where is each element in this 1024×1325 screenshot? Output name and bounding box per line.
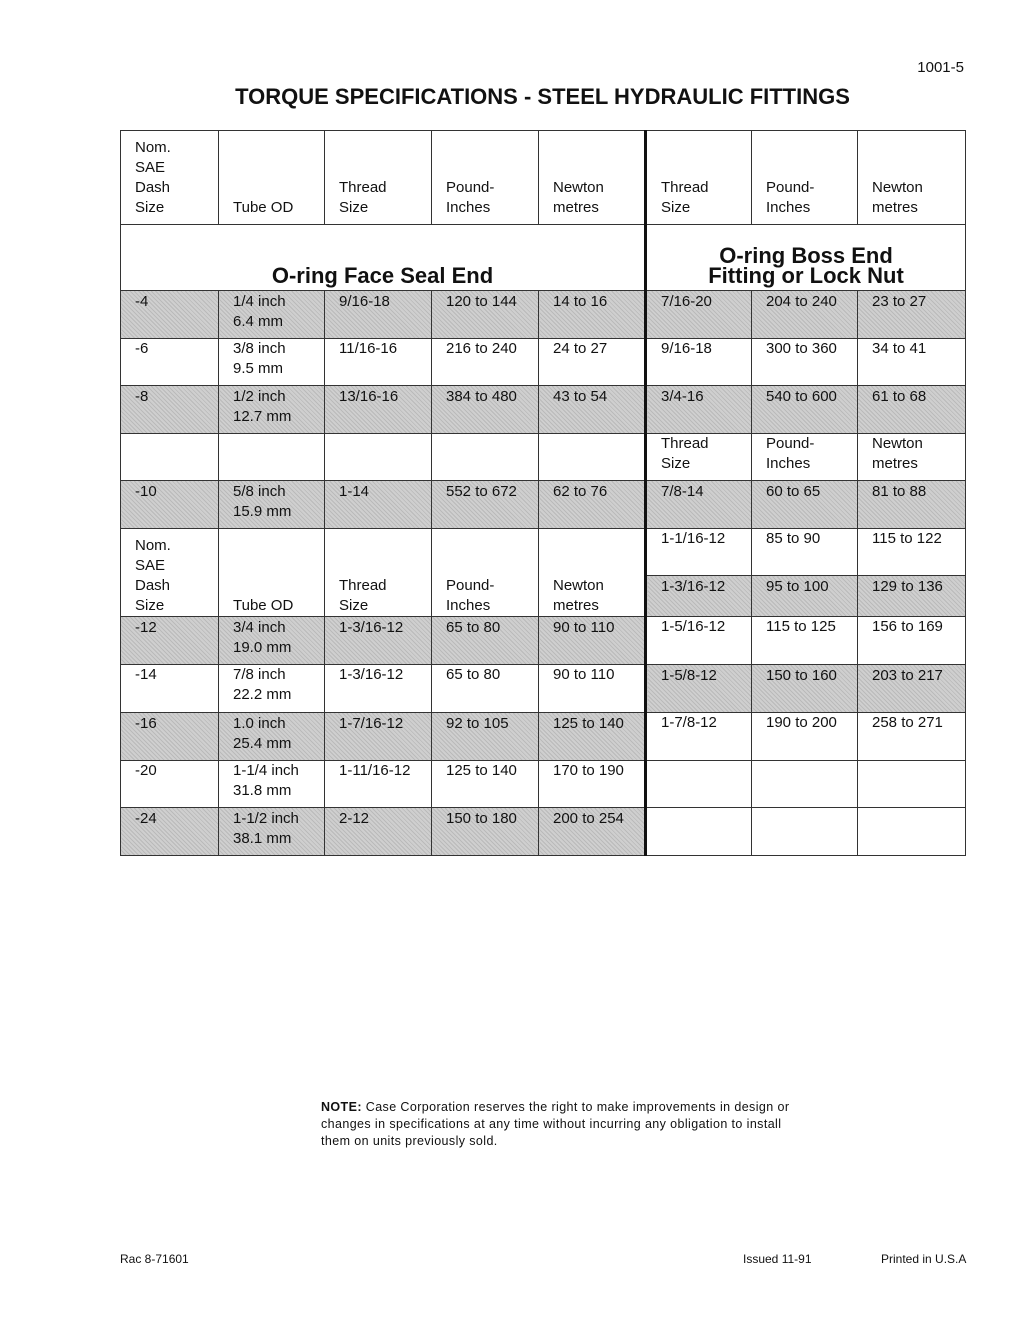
thread-size-cell: 2-12 — [325, 808, 432, 856]
boss-newton-metres-cell: 129 to 136 — [858, 576, 966, 617]
header-tube-od: Tube OD — [219, 131, 325, 225]
boss-thread-size-cell: 1-1/16-12 — [646, 529, 752, 576]
note-label: NOTE: — [321, 1100, 362, 1114]
tube-od-cell: 1-1/2 inch 38.1 mm — [219, 808, 325, 856]
empty-cell — [752, 761, 858, 808]
boss-thread-size-cell: 3/4-16 — [646, 386, 752, 434]
dash-size-cell: -12 — [121, 617, 219, 665]
footer-printed: Printed in U.S.A — [881, 1252, 967, 1266]
midheader-tube-od: Tube OD — [219, 529, 325, 617]
empty-cell — [646, 761, 752, 808]
midheader-thread-size: Thread Size — [325, 529, 432, 617]
newton-metres-cell: 90 to 110 — [539, 665, 646, 713]
empty-cell — [219, 434, 325, 481]
pound-inches-cell: 65 to 80 — [432, 617, 539, 665]
header-thread-size: Thread Size — [325, 131, 432, 225]
thread-size-cell: 1-3/16-12 — [325, 617, 432, 665]
boss-thread-size-cell: 9/16-18 — [646, 339, 752, 386]
tube-od-cell: 1-1/4 inch 31.8 mm — [219, 761, 325, 808]
newton-metres-cell: 200 to 254 — [539, 808, 646, 856]
boss-newton-metres-cell: 115 to 122 — [858, 529, 966, 576]
column-header-row — [121, 131, 966, 225]
thread-size-cell: 1-7/16-12 — [325, 713, 432, 761]
table-row — [121, 481, 966, 529]
face-seal-section-title: O-ring Face Seal End — [121, 225, 646, 291]
boss-newton-metres-cell: 156 to 169 — [858, 617, 966, 665]
boss-pound-inches-cell: 300 to 360 — [752, 339, 858, 386]
note-paragraph — [321, 1099, 811, 1150]
boss-newton-metres-cell: 34 to 41 — [858, 339, 966, 386]
thread-size-cell: 11/16-16 — [325, 339, 432, 386]
midheader-pound-inches: Pound- Inches — [432, 529, 539, 617]
boss-pound-inches-cell: 190 to 200 — [752, 713, 858, 761]
dash-size-cell: -20 — [121, 761, 219, 808]
empty-cell — [432, 434, 539, 481]
thread-size-cell: 1-11/16-12 — [325, 761, 432, 808]
table-row — [121, 665, 966, 713]
tube-od-cell: 3/8 inch 9.5 mm — [219, 339, 325, 386]
boss-newton-metres-cell: 258 to 271 — [858, 713, 966, 761]
footer-doc-number: Rac 8-71601 — [120, 1252, 189, 1266]
table-row — [121, 291, 966, 339]
boss-thread-size-cell: 1-5/8-12 — [646, 665, 752, 713]
tube-od-cell: 7/8 inch 22.2 mm — [219, 665, 325, 713]
boss-thread-size-cell: 1-3/16-12 — [646, 576, 752, 617]
table-row — [121, 713, 966, 761]
header-boss-pound-inches: Pound- Inches — [752, 131, 858, 225]
boss-pound-inches-cell: 85 to 90 — [752, 529, 858, 576]
boss-pound-inches-cell: 115 to 125 — [752, 617, 858, 665]
boss-pound-inches-cell: 540 to 600 — [752, 386, 858, 434]
empty-cell — [539, 434, 646, 481]
boss-pound-inches-cell: 150 to 160 — [752, 665, 858, 713]
boss-thread-size-cell: 1-7/8-12 — [646, 713, 752, 761]
midheader-newton-metres: Newton metres — [539, 529, 646, 617]
boss-subheader-row — [121, 434, 966, 481]
empty-cell — [121, 434, 219, 481]
subheader-pound-inches: Pound- Inches — [752, 434, 858, 481]
boss-thread-size-cell: 7/8-14 — [646, 481, 752, 529]
page-title: TORQUE SPECIFICATIONS - STEEL HYDRAULIC FITTINGS — [235, 84, 850, 109]
newton-metres-cell: 170 to 190 — [539, 761, 646, 808]
table-row — [121, 529, 966, 576]
boss-newton-metres-cell: 81 to 88 — [858, 481, 966, 529]
tube-od-cell: 3/4 inch 19.0 mm — [219, 617, 325, 665]
pound-inches-cell: 125 to 140 — [432, 761, 539, 808]
empty-cell — [646, 808, 752, 856]
pound-inches-cell: 384 to 480 — [432, 386, 539, 434]
dash-size-cell: -10 — [121, 481, 219, 529]
newton-metres-cell: 43 to 54 — [539, 386, 646, 434]
subheader-thread-size: Thread Size — [646, 434, 752, 481]
newton-metres-cell: 24 to 27 — [539, 339, 646, 386]
header-boss-newton-metres: Newton metres — [858, 131, 966, 225]
dash-size-cell: -8 — [121, 386, 219, 434]
thread-size-cell: 9/16-18 — [325, 291, 432, 339]
empty-cell — [752, 808, 858, 856]
note-text: Case Corporation reserves the right to make improvements in design or changes in specifications at any time without incurring any obligation to install them on units previously sold. — [321, 1100, 790, 1148]
boss-newton-metres-cell: 203 to 217 — [858, 665, 966, 713]
empty-cell — [325, 434, 432, 481]
boss-newton-metres-cell: 61 to 68 — [858, 386, 966, 434]
tube-od-cell: 1/4 inch 6.4 mm — [219, 291, 325, 339]
newton-metres-cell: 90 to 110 — [539, 617, 646, 665]
table-row — [121, 617, 966, 665]
pound-inches-cell: 150 to 180 — [432, 808, 539, 856]
boss-pound-inches-cell: 95 to 100 — [752, 576, 858, 617]
boss-pound-inches-cell: 204 to 240 — [752, 291, 858, 339]
tube-od-cell: 1/2 inch 12.7 mm — [219, 386, 325, 434]
dash-size-cell: -6 — [121, 339, 219, 386]
footer-issued: Issued 11-91 — [743, 1252, 812, 1266]
pound-inches-cell: 120 to 144 — [432, 291, 539, 339]
tube-od-cell: 1.0 inch 25.4 mm — [219, 713, 325, 761]
boss-thread-size-cell: 1-5/16-12 — [646, 617, 752, 665]
page-number: 1001-5 — [917, 59, 964, 76]
newton-metres-cell: 125 to 140 — [539, 713, 646, 761]
pound-inches-cell: 92 to 105 — [432, 713, 539, 761]
empty-cell — [858, 808, 966, 856]
dash-size-cell: -4 — [121, 291, 219, 339]
dash-size-cell: -16 — [121, 713, 219, 761]
table-row — [121, 386, 966, 434]
table-row — [121, 808, 966, 856]
dash-size-cell: -14 — [121, 665, 219, 713]
section-title-row — [121, 225, 966, 291]
torque-spec-table — [120, 130, 966, 856]
header-dash-size: Nom. SAE Dash Size — [121, 131, 219, 225]
boss-end-section-title: O-ring Boss End Fitting or Lock Nut — [646, 225, 966, 291]
table-row — [121, 339, 966, 386]
pound-inches-cell: 216 to 240 — [432, 339, 539, 386]
dash-size-cell: -24 — [121, 808, 219, 856]
thread-size-cell: 1-14 — [325, 481, 432, 529]
subheader-newton-metres: Newton metres — [858, 434, 966, 481]
empty-cell — [858, 761, 966, 808]
header-boss-thread-size: Thread Size — [646, 131, 752, 225]
pound-inches-cell: 552 to 672 — [432, 481, 539, 529]
thread-size-cell: 13/16-16 — [325, 386, 432, 434]
newton-metres-cell: 14 to 16 — [539, 291, 646, 339]
pound-inches-cell: 65 to 80 — [432, 665, 539, 713]
tube-od-cell: 5/8 inch 15.9 mm — [219, 481, 325, 529]
header-newton-metres: Newton metres — [539, 131, 646, 225]
newton-metres-cell: 62 to 76 — [539, 481, 646, 529]
table-row — [121, 761, 966, 808]
boss-newton-metres-cell: 23 to 27 — [858, 291, 966, 339]
boss-thread-size-cell: 7/16-20 — [646, 291, 752, 339]
midheader-dash-size: Nom. SAE Dash Size — [121, 529, 219, 617]
boss-pound-inches-cell: 60 to 65 — [752, 481, 858, 529]
thread-size-cell: 1-3/16-12 — [325, 665, 432, 713]
header-pound-inches: Pound- Inches — [432, 131, 539, 225]
